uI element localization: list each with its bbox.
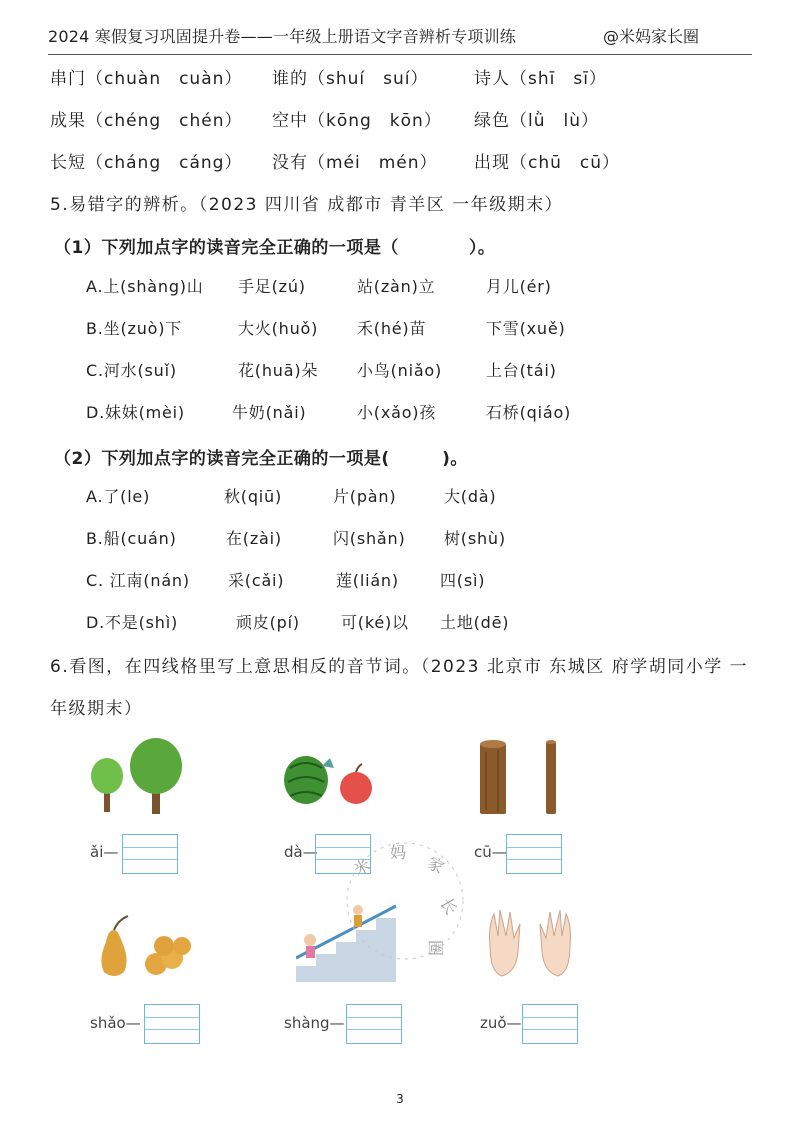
option-c: C.河水(suǐ) <box>86 361 177 380</box>
option-text: 可(ké)以 <box>341 613 409 632</box>
question-6-title: 6.看图，在四线格里写上意思相反的音节词。（2023 北京市 东城区 府学胡同小学 一 <box>50 657 749 677</box>
option-b: B.坐(zuò)下 <box>86 319 183 338</box>
list-item: 谁的（shuí suí） <box>272 69 429 89</box>
pinyin-label: cū— <box>474 843 507 861</box>
watermelon-apple-icon <box>282 748 382 808</box>
option-text: 片(pàn) <box>333 487 397 506</box>
option-c: C. 江南(nán) <box>86 571 190 590</box>
list-item: 成果（chéng chén） <box>50 111 243 131</box>
page-header <box>48 22 752 55</box>
question-5-title: 5.易错字的辨析。（2023 四川省 成都市 青羊区 一年级期末） <box>50 195 564 215</box>
option-a: A.上(shàng)山 <box>86 277 204 296</box>
option-d: D.妹妹(mèi) <box>86 403 185 422</box>
four-line-grid[interactable] <box>144 1004 200 1044</box>
svg-text:长: 长 <box>436 894 461 918</box>
option-text: 莲(lián) <box>336 571 399 590</box>
option-text: 手足(zú) <box>238 277 306 296</box>
watermark-stamp <box>340 836 470 966</box>
option-text: 闪(shǎn) <box>333 529 406 548</box>
option-text: 秋(qiū) <box>224 487 283 506</box>
pinyin-label: shǎo— <box>90 1014 141 1032</box>
option-b: B.船(cuán) <box>86 529 177 548</box>
option-d: D.不是(shì) <box>86 613 179 632</box>
list-item: 诗人（shī sī） <box>474 69 607 89</box>
pinyin-label: dà— <box>284 843 318 861</box>
four-line-grid[interactable] <box>522 1004 578 1044</box>
option-text: 牛奶(nǎi) <box>232 403 307 422</box>
option-text: 禾(hé)苗 <box>357 319 427 338</box>
svg-text:妈: 妈 <box>390 843 407 862</box>
option-text: 小(xǎo)孩 <box>357 403 437 422</box>
pears-icon <box>88 912 198 978</box>
option-text: 月儿(ér) <box>486 277 552 296</box>
brand-label: @米妈家长圈 <box>603 27 700 46</box>
list-item: 没有（méi mén） <box>272 153 438 173</box>
four-line-grid[interactable] <box>346 1004 402 1044</box>
document-title: 2024 寒假复习巩固提升卷——一年级上册语文字音辨析专项训练 <box>48 27 517 46</box>
question-5-sub-1: （1）下列加点字的读音完全正确的一项是（ ）。 <box>54 238 496 258</box>
page-number: 3 <box>396 1092 404 1106</box>
list-item: 串门（chuàn cuàn） <box>50 69 243 89</box>
svg-text:圈: 圈 <box>426 940 445 957</box>
list-item: 空中（kōng kōn） <box>272 111 442 131</box>
option-text: 花(huā)朵 <box>238 361 319 380</box>
option-text: 土地(dē) <box>440 613 510 632</box>
logs-icon <box>476 736 566 818</box>
option-text: 在(zài) <box>226 529 282 548</box>
option-text: 下雪(xuě) <box>486 319 566 338</box>
trees-icon <box>88 736 194 818</box>
svg-text:米: 米 <box>350 855 374 880</box>
list-item: 长短（cháng cáng） <box>50 153 243 173</box>
question-5-sub-2: （2）下列加点字的读音完全正确的一项是( )。 <box>54 449 468 469</box>
four-line-grid[interactable] <box>506 834 562 874</box>
option-text: 树(shù) <box>444 529 506 548</box>
hands-icon <box>480 906 580 982</box>
option-text: 大(dà) <box>444 487 497 506</box>
option-text: 顽皮(pí) <box>236 613 300 632</box>
option-text: 四(sì) <box>440 571 486 590</box>
pinyin-label: zuǒ— <box>480 1014 522 1032</box>
list-item: 出现（chū cū） <box>474 153 621 173</box>
option-text: 采(cǎi) <box>228 571 285 590</box>
pinyin-label: ǎi— <box>90 843 119 861</box>
option-text: 大火(huǒ) <box>238 319 319 338</box>
question-6-title-cont: 年级期末） <box>50 699 143 719</box>
pinyin-label: shàng— <box>284 1014 345 1032</box>
option-a: A.了(le) <box>86 487 151 506</box>
option-text: 小鸟(niǎo) <box>357 361 443 380</box>
option-text: 上台(tái) <box>486 361 557 380</box>
option-text: 站(zàn)立 <box>357 277 436 296</box>
svg-text:家: 家 <box>424 853 448 878</box>
four-line-grid[interactable] <box>122 834 178 874</box>
list-item: 绿色（lǜ lù） <box>474 111 599 131</box>
option-text: 石桥(qiáo) <box>486 403 572 422</box>
